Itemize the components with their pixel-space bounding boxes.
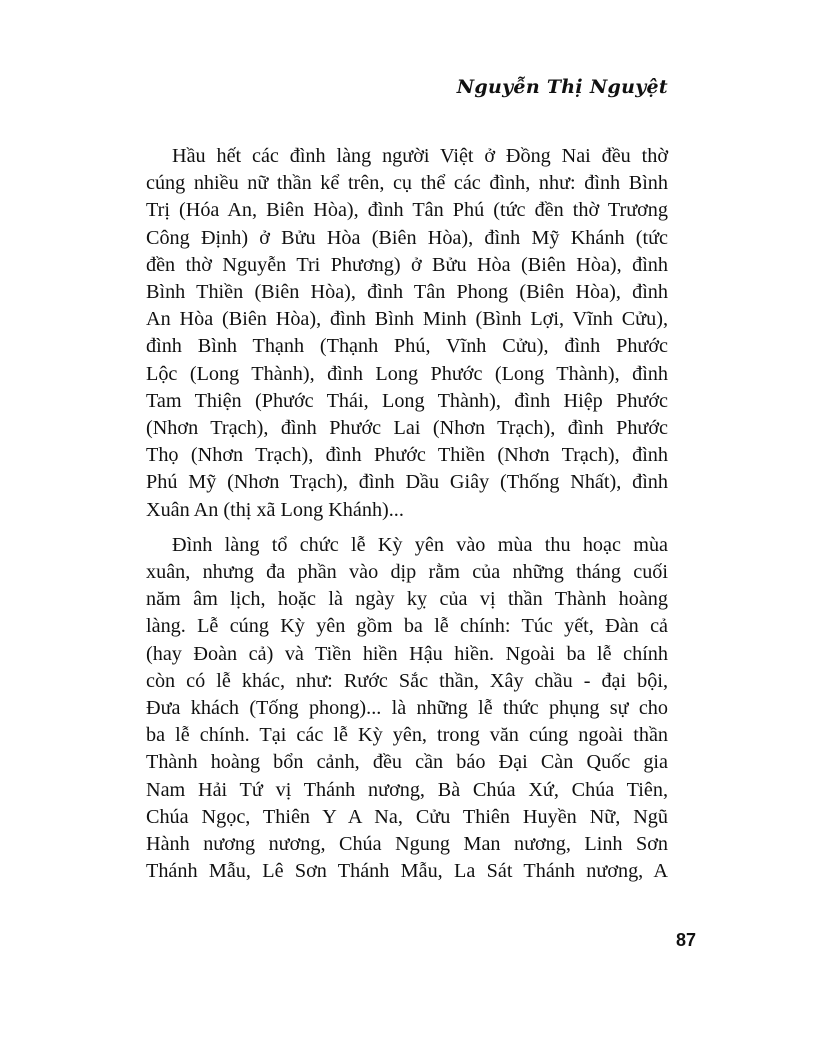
- text-line: Tam Thiện (Phước Thái, Long Thành), đình Hiệp Phước: [146, 389, 668, 412]
- text-line: Lộc (Long Thành), đình Long Phước (Long Thành), đình: [146, 362, 668, 385]
- text-line: Xuân An (thị xã Long Khánh)...: [146, 498, 404, 521]
- page-number: 87: [675, 930, 696, 950]
- text-line: Công Định) ở Bửu Hòa (Biên Hòa), đình Mỹ Khánh (tức: [146, 226, 668, 249]
- text-line: xuân, nhưng đa phần vào dịp rằm của những tháng cuối: [146, 561, 668, 584]
- text-line: ba lễ chính. Tại các lễ Kỳ yên, trong văn cúng ngoài thần: [146, 724, 668, 747]
- text-line: đền thờ Nguyễn Tri Phương) ở Bửu Hòa (Biên Hòa), đình: [146, 253, 668, 276]
- text-line: (Nhơn Trạch), đình Phước Lai (Nhơn Trạch), đình Phước: [146, 417, 668, 440]
- text-line: cúng nhiều nữ thần kể trên, cụ thể các đình, như: đình Bình: [146, 172, 668, 195]
- text-line: còn có lễ khác, như: Rước Sắc thần, Xây chầu - đại bội,: [146, 669, 668, 692]
- text-line: Phú Mỹ (Nhơn Trạch), đình Dầu Giây (Thống Nhất), đình: [146, 471, 668, 494]
- text-line: Đưa khách (Tống phong)... là những lễ thức phụng sự cho: [146, 697, 668, 720]
- text-line: Thọ (Nhơn Trạch), đình Phước Thiền (Nhơn Trạch), đình: [146, 444, 668, 467]
- text-line: Trị (Hóa An, Biên Hòa), đình Tân Phú (tức đền thờ Trương: [146, 199, 668, 222]
- text-line: Đình làng tổ chức lễ Kỳ yên vào mùa thu hoạc mùa: [172, 533, 668, 556]
- text-line: đình Bình Thạnh (Thạnh Phú, Vĩnh Cửu), đình Phước: [146, 335, 668, 358]
- running-header-author: Nguyễn Thị Nguyệt: [456, 76, 668, 98]
- text-line: Thánh Mẫu, Lê Sơn Thánh Mẫu, La Sát Thánh nương, A: [146, 860, 668, 883]
- text-line: Hầu hết các đình làng người Việt ở Đồng Nai đều thờ: [172, 145, 668, 167]
- text-line: (hay Đoàn cả) và Tiền hiền Hậu hiền. Ngoài ba lễ chính: [146, 642, 668, 665]
- paragraph-1: [146, 143, 668, 524]
- body-text: [146, 143, 668, 885]
- text-line: Nam Hải Tứ vị Thánh nương, Bà Chúa Xứ, Chúa Tiên,: [146, 778, 668, 801]
- text-line: Hành nương nương, Chúa Ngung Man nương, Linh Sơn: [146, 833, 668, 856]
- text-line: Chúa Ngọc, Thiên Y A Na, Cửu Thiên Huyền Nữ, Ngũ: [146, 805, 668, 828]
- paragraph-2: [146, 532, 668, 886]
- text-line: Thành hoàng bổn cảnh, đều cần báo Đại Càn Quốc gia: [146, 751, 668, 774]
- text-line: làng. Lễ cúng Kỳ yên gồm ba lễ chính: Túc yết, Đàn cả: [146, 615, 668, 638]
- text-line: năm âm lịch, hoặc là ngày kỵ của vị thần Thành hoàng: [146, 588, 668, 611]
- text-line: An Hòa (Biên Hòa), đình Bình Minh (Bình Lợi, Vĩnh Cửu),: [146, 308, 668, 331]
- text-line: Bình Thiền (Biên Hòa), đình Tân Phong (Biên Hòa), đình: [146, 281, 668, 304]
